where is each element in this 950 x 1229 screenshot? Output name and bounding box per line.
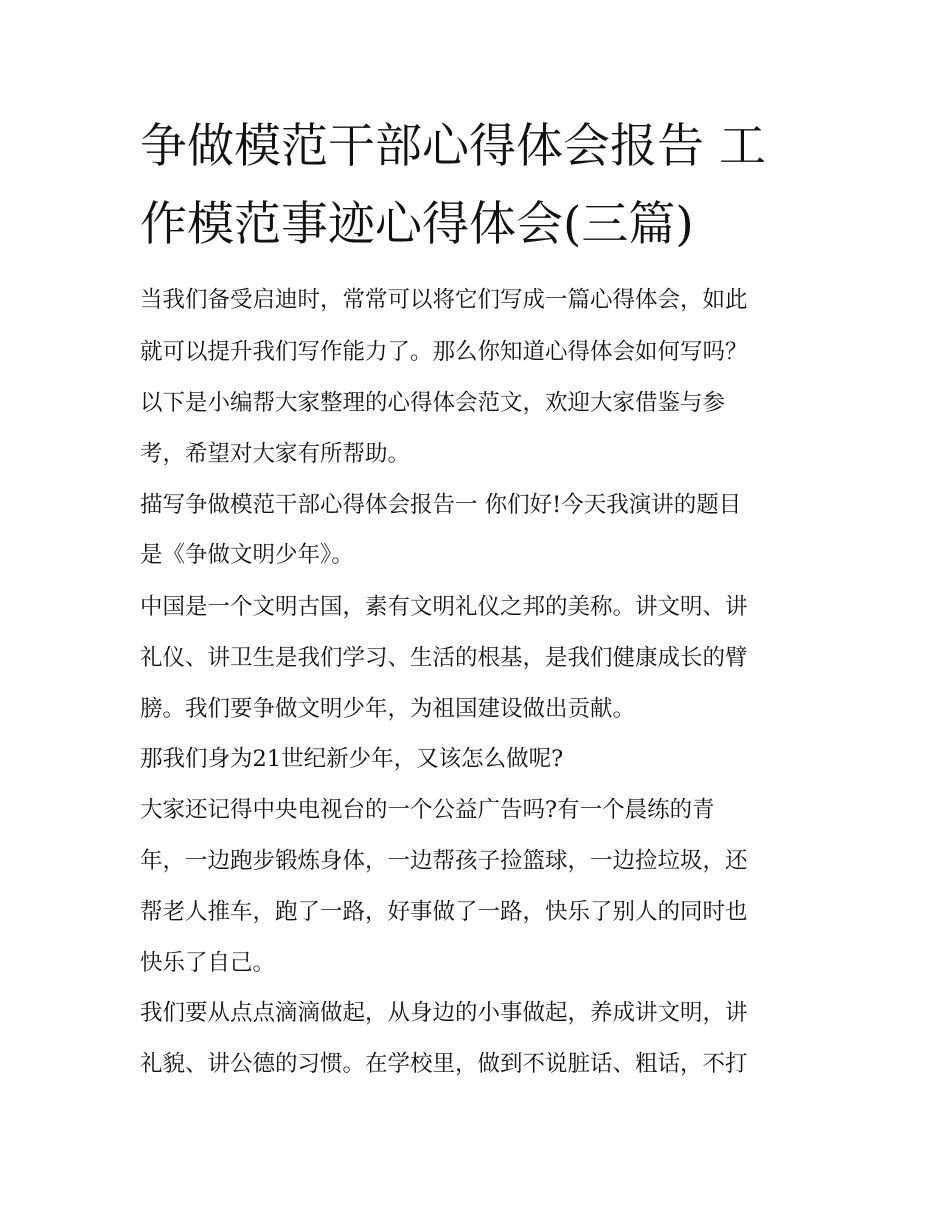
document-title-line-1: 争做模范干部心得体会报告 工 xyxy=(140,119,766,174)
body-line-8: 礼仪、讲卫生是我们学习、生活的根基，是我们健康成长的臂 xyxy=(140,645,748,671)
body-line-12: 年，一边跑步锻炼身体，一边帮孩子捡篮球，一边捡垃圾，还 xyxy=(140,848,748,874)
body-line-2: 就可以提升我们写作能力了。那么你知道心得体会如何写吗？ xyxy=(140,339,748,365)
body-line-6: 是《争做文明少年》。 xyxy=(140,542,354,568)
body-line-4: 考，希望对大家有所帮助。 xyxy=(140,441,411,467)
body-line-11: 大家还记得中央电视台的一个公益广告吗?有一个晨练的青 xyxy=(140,797,715,823)
body-line-16: 礼貌、讲公德的习惯。在学校里，做到不说脏话、粗话，不打 xyxy=(140,1051,748,1077)
body-line-3: 以下是小编帮大家整理的心得体会范文，欢迎大家借鉴与参 xyxy=(140,390,726,416)
body-line-13: 帮老人推车，跑了一路，好事做了一路，快乐了别人的同时也 xyxy=(140,899,748,925)
document-title-line-2: 作模范事迹心得体会(三篇) xyxy=(140,197,694,252)
body-line-10: 那我们身为21世纪新少年，又该怎么做呢? xyxy=(140,746,564,772)
body-line-15: 我们要从点点滴滴做起，从身边的小事做起，养成讲文明，讲 xyxy=(140,1000,748,1026)
body-line-1: 当我们备受启迪时，常常可以将它们写成一篇心得体会，如此 xyxy=(140,287,748,313)
body-line-7: 中国是一个文明古国，素有文明礼仪之邦的美称。讲文明、讲 xyxy=(140,594,748,620)
body-line-14: 快乐了自己。 xyxy=(140,950,276,976)
body-line-9: 膀。我们要争做文明少年，为祖国建设做出贡献。 xyxy=(140,696,636,722)
body-line-5: 描写争做模范干部心得体会报告一 你们好!今天我演讲的题目 xyxy=(140,492,742,518)
